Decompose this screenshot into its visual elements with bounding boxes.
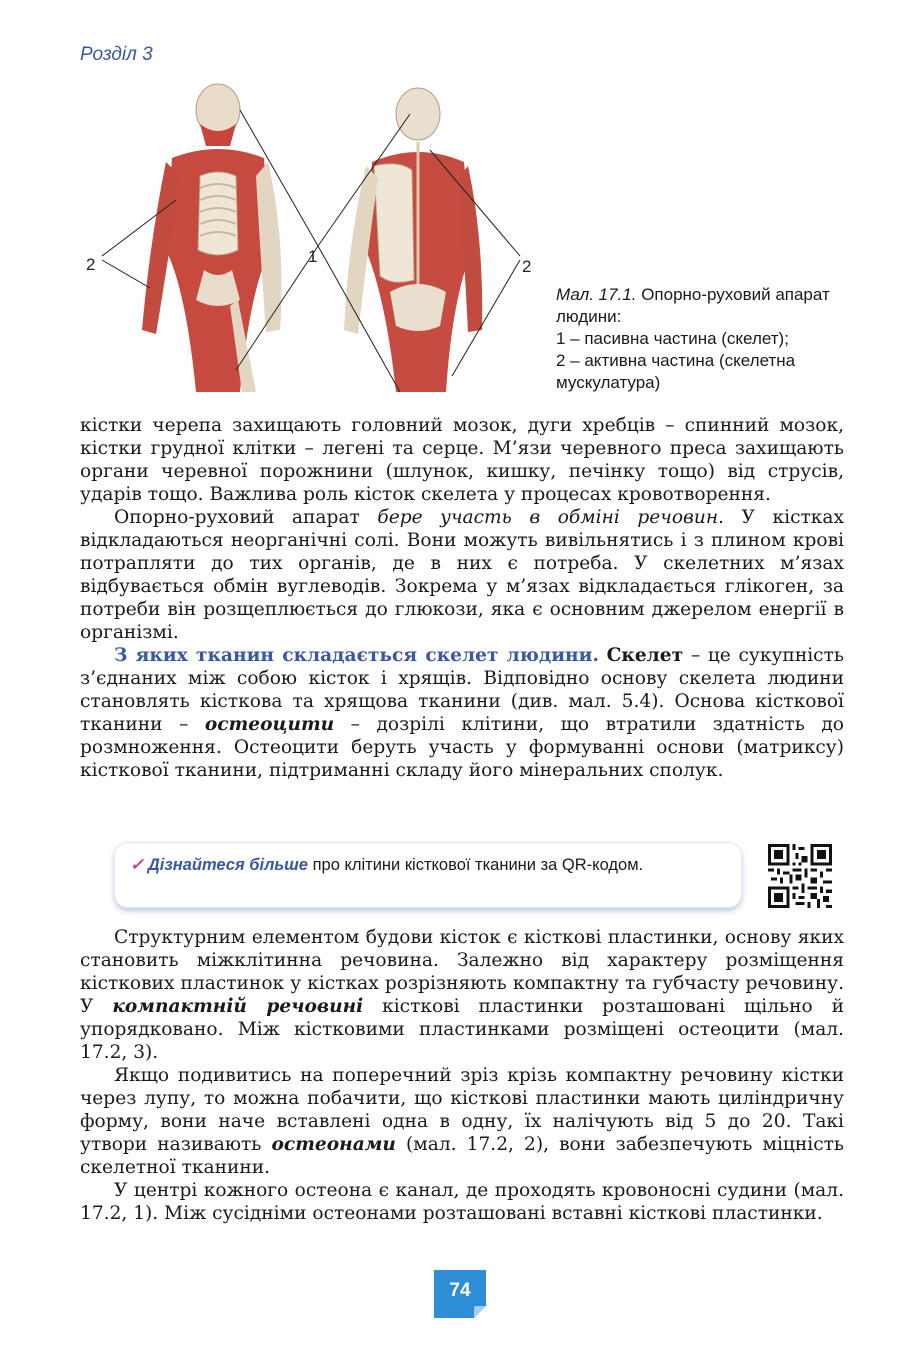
body-text-upper xyxy=(80,414,844,782)
back-body-figure xyxy=(344,88,482,392)
front-body-figure xyxy=(142,84,282,392)
label-2-left: 2 xyxy=(86,255,96,274)
learn-more-label: Дізнайтеся більше xyxy=(147,856,308,874)
paragraph: У центрі кожного остеона є канал, де проходять кровоносні судини (мал. 17.2, 1). Між сусідніми остеонами розташовані вставні кісткові пластинки. xyxy=(80,1180,844,1224)
learn-more-box xyxy=(114,842,742,908)
caption-item-2: 2 – активна частина (скелетна мускулатура) xyxy=(556,351,796,392)
page-number-badge xyxy=(434,1270,486,1320)
paragraph: Структурним елементом будови кісток є кісткові пластинки, основу яких становить міжклітинна речовина. Залежно від характеру розміщення кісткових пластинок у кістках розрізняють компактну та губчасту речовину. У компактній речовині кісткові пластинки розташовані щільно й упорядковано. Між кістковими пластинками розміщені остеоцити (мал. 17.2, 3). xyxy=(80,927,844,1063)
figure-caption xyxy=(556,284,856,394)
paragraph: З яких тканин складається скелет людини. Скелет – це сукупність з’єднаних між собою кісток і хрящів. Відповідно основу скелета людини становлять кісткова та хрящова тканини (див. мал. 5.4). Основа кісткової тканини – остеоцити – дозрілі клітини, що втратили здатність до розмноження. Остеоцити беруть участь у формуванні основи (матриксу) кісткової тканини, підтриманні складу його мінеральних сполук. xyxy=(80,645,844,781)
label-2-right: 2 xyxy=(522,257,532,276)
learn-more-text: ✓ Дізнайтеся більше про клітини кісткової тканини за QR-кодом. xyxy=(130,856,644,874)
check-icon: ✓ xyxy=(130,856,144,874)
label-1-center: 1 xyxy=(308,247,318,266)
section-label: Розділ 3 xyxy=(80,44,153,65)
caption-lead: Мал. 17.1. xyxy=(556,285,637,304)
anatomy-illustration xyxy=(80,80,560,400)
skeleton-muscle-figure xyxy=(80,80,560,400)
qr-code-icon[interactable] xyxy=(768,844,832,908)
page-number: 74 xyxy=(449,1280,471,1301)
subheading: З яких тканин складається скелет людини. xyxy=(114,645,599,666)
caption-title: Опорно-руховий апарат людини: xyxy=(556,285,830,326)
body-text-lower xyxy=(80,926,844,1225)
caption-item-1: 1 – пасивна частина (скелет); xyxy=(556,329,789,348)
paragraph: кістки черепа захищають головний мозок, дуги хребців – спинний мозок, кістки грудної клітки – легені та серце. М’язи черевного преса захищають органи черевної порожнини (шлунок, кишку, печінку тощо) від струсів, ударів тощо. Важлива роль кісток скелета у процесах кровотворення. xyxy=(80,415,844,505)
paragraph: Якщо подивитись на поперечний зріз крізь компактну речовину кістки через лупу, то можна побачити, що кісткові пластинки мають циліндричну форму, вони наче вставлені одна в одну, їх налічують від 5 до 20. Такі утвори називають остеонами (мал. 17.2, 2), вони забезпечують міцність скелетної тканини. xyxy=(80,1065,845,1178)
paragraph: Опорно-руховий апарат бере участь в обміні речовин. У кістках відкладаються неорганічні солі. Вони можуть вивільнятись і з плином крові потрапляти до тих органів, де в них є потреба. У скелетних м’язах відбувається обмін вуглеводів. Зокрема у м’язах відкладається глікоген, за потреби він розщеплюється до глюкози, яка є основним джерелом енергії в організмі. xyxy=(80,507,844,643)
